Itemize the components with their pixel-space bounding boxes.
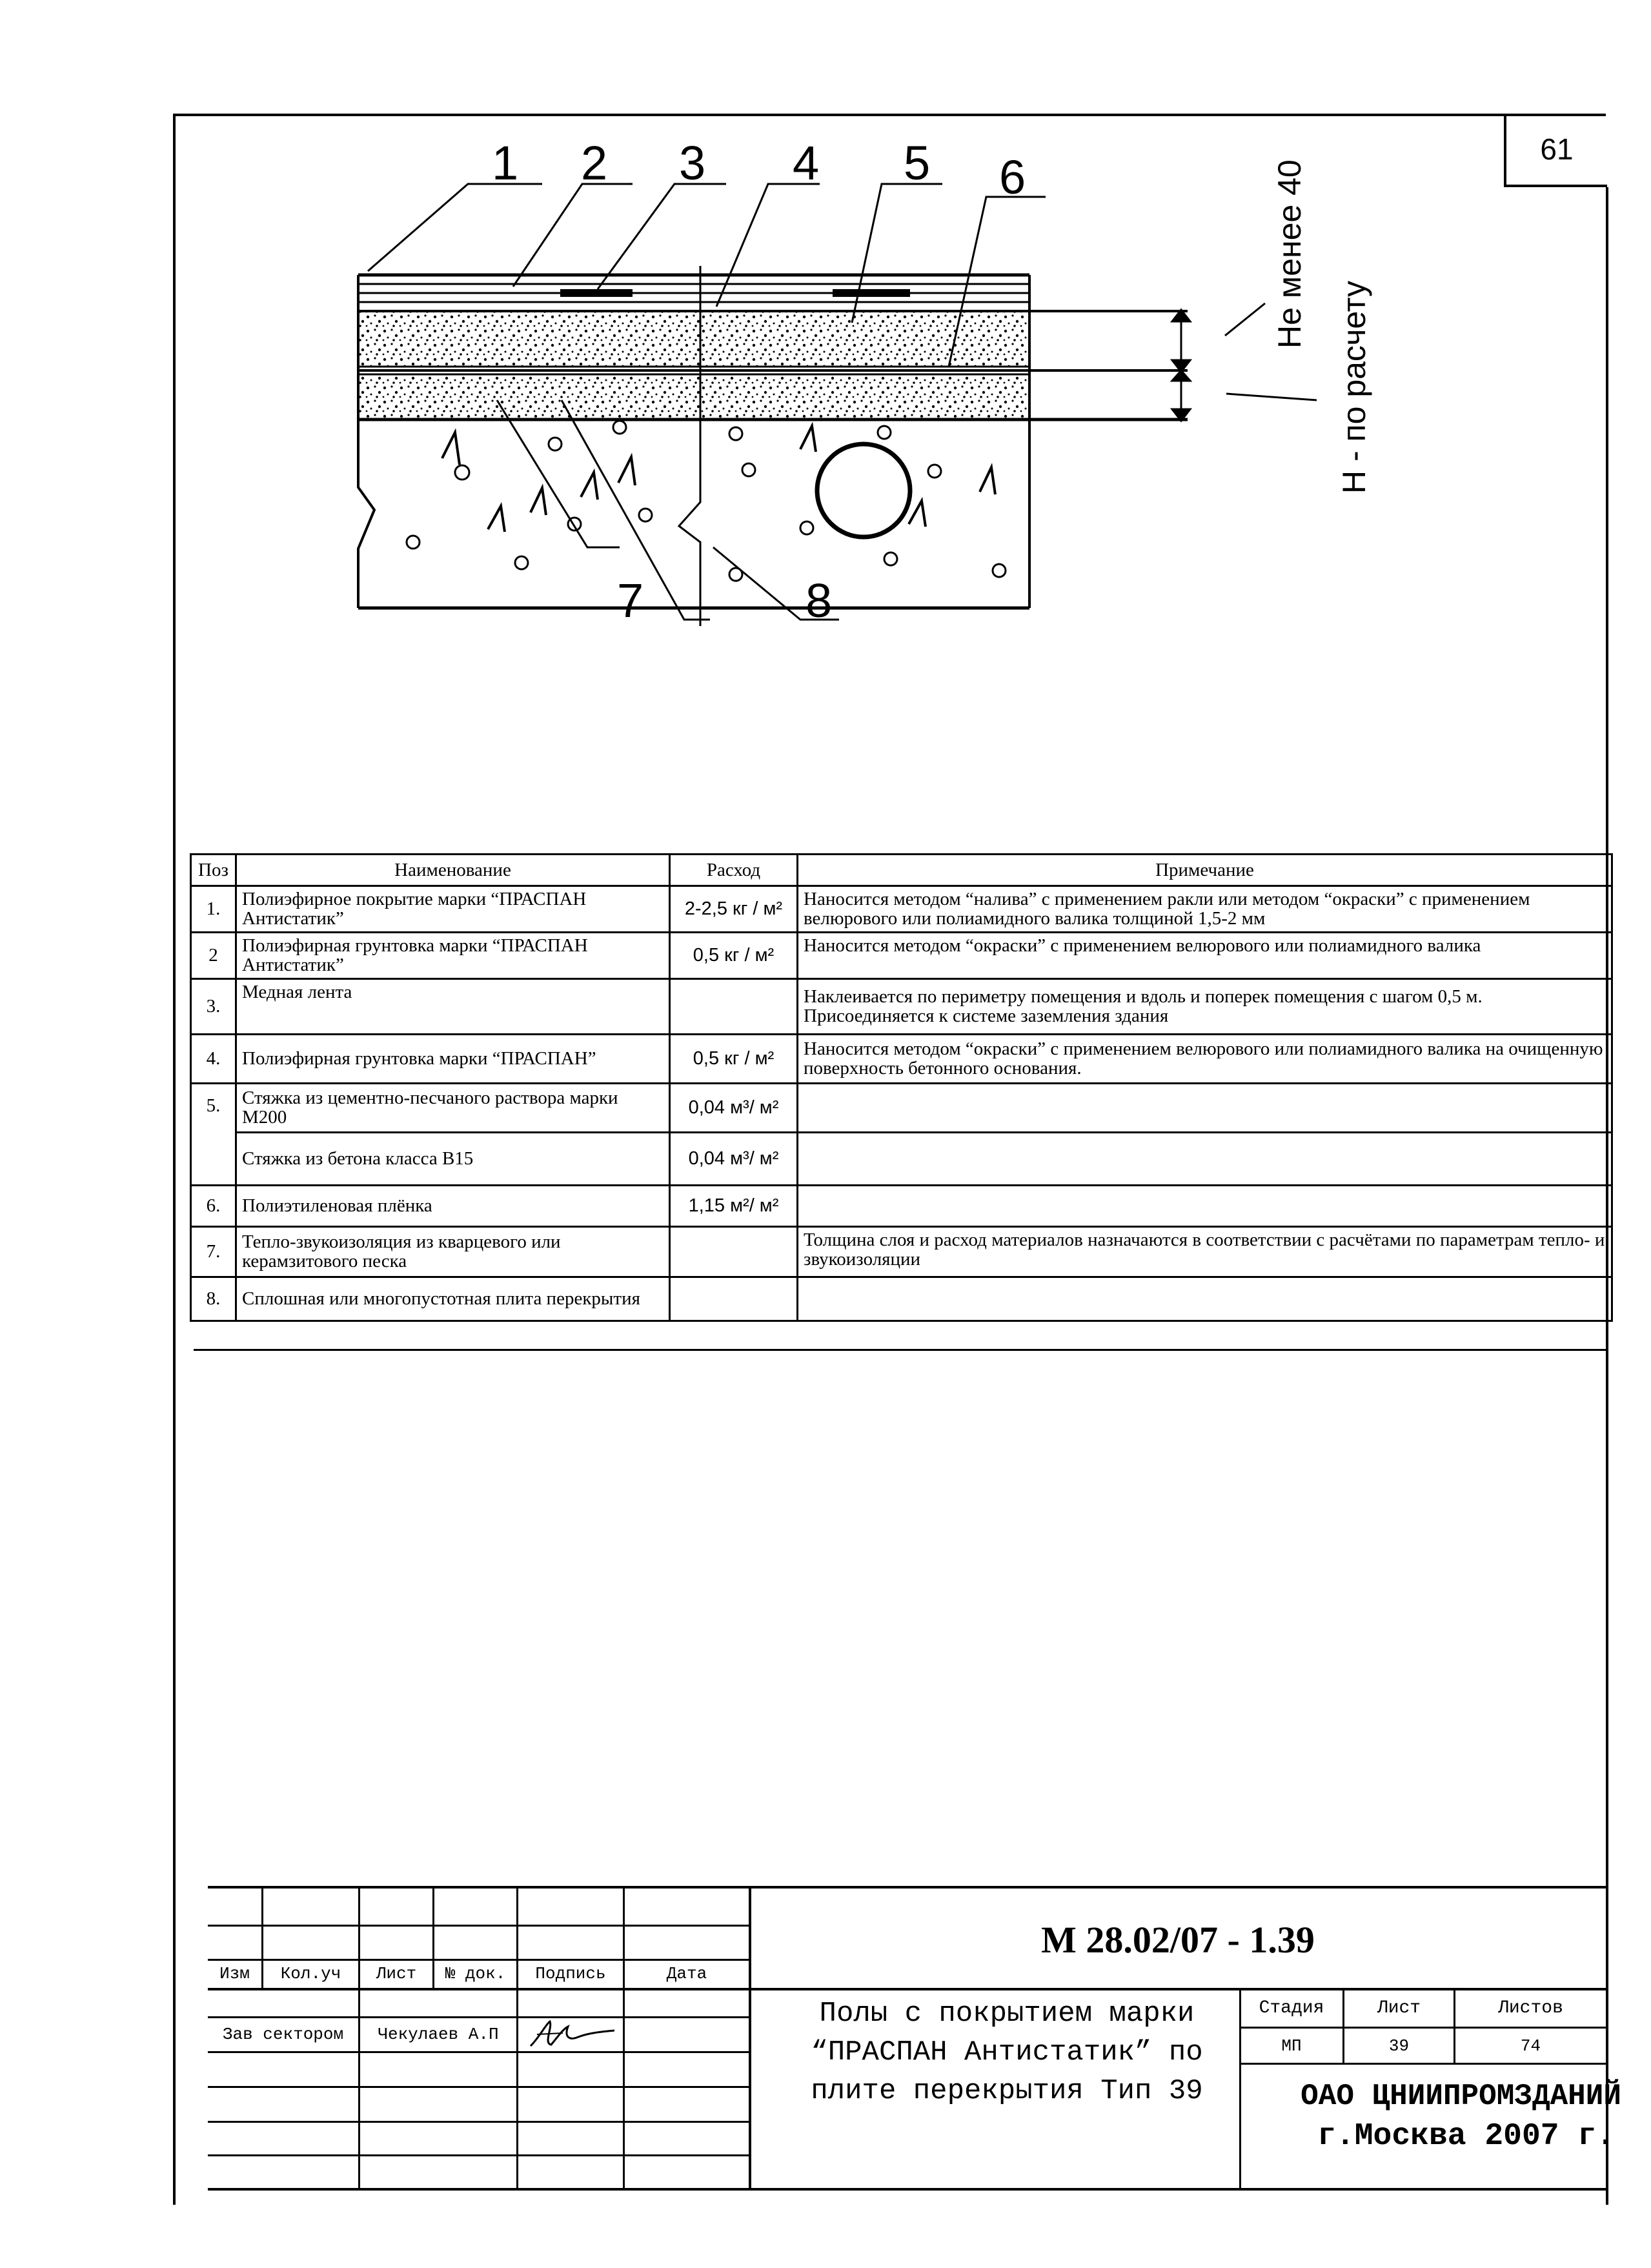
title-block-top-rule — [208, 1886, 1606, 1888]
col-list: Лист — [376, 1964, 417, 1983]
row-note: Наносится методом “налива” с применением ракли или методом “окраски” с применением велюрового или полиамидного валика толщиной 1,5-2 мм — [798, 886, 1612, 933]
person-name: Чекулаев А.П — [378, 2024, 499, 2044]
header-pos: Поз — [191, 855, 236, 886]
row-rate: 0,04 м³/ м² — [670, 1083, 798, 1132]
row-pos: 7. — [191, 1226, 236, 1277]
row-note — [798, 1132, 1612, 1185]
drawing-title-line-1: Полы с покрытием марки — [819, 1998, 1195, 2030]
row-rate — [670, 978, 798, 1034]
table-row — [191, 1034, 1612, 1083]
stage-value: МП — [1281, 2036, 1302, 2056]
row-name: Медная лента — [236, 978, 670, 1034]
row-pos: 6. — [191, 1185, 236, 1226]
row-note — [798, 1277, 1612, 1321]
row-name: Полиэфирная грунтовка марки “ПРАСПАН” — [236, 1034, 670, 1083]
sheet-number: 61 — [1504, 114, 1607, 187]
drawing-title-line-3: плите перекрытия Тип 39 — [811, 2075, 1203, 2107]
document-code: М 28.02/07 - 1.39 — [1041, 1918, 1315, 1961]
callout-6: 6 — [999, 150, 1026, 204]
row-pos: 8. — [191, 1277, 236, 1321]
row-name: Полиэфирная грунтовка марки “ПРАСПАН Антистатик” — [236, 932, 670, 978]
specification-table — [190, 853, 1611, 1322]
row-name: Сплошная или многопустотная плита перекрытия — [236, 1277, 670, 1321]
table-header-row — [191, 855, 1612, 886]
row-note: Наносится методом “окраски” с применением велюрового или полиамидного валика — [798, 932, 1612, 978]
col-izm: Изм — [219, 1964, 250, 1983]
row-rate — [670, 1226, 798, 1277]
dimension-h-by-calculation: Н - по расчету — [1336, 280, 1372, 494]
row-rate: 0,5 кг / м² — [670, 932, 798, 978]
sheet-header: Лист — [1377, 1998, 1421, 2018]
row-rate: 0,5 кг / м² — [670, 1034, 798, 1083]
table-row — [191, 932, 1612, 978]
sheet-value: 39 — [1388, 2036, 1410, 2056]
organization-city-year: г.Москва 2007 г. — [1317, 2119, 1615, 2154]
floor-cross-section-diagram — [349, 129, 1446, 658]
callout-3: 3 — [679, 136, 706, 190]
sheets-header: Листов — [1498, 1998, 1563, 2018]
row-pos: 5. — [191, 1083, 236, 1185]
row-name: Стяжка из бетона класса В15 — [236, 1132, 670, 1185]
col-kol-uch: Кол.уч — [280, 1964, 341, 1983]
table-row — [191, 886, 1612, 933]
row-name: Стяжка из цементно-песчаного раствора марки М200 — [236, 1083, 670, 1132]
row-pos: 2 — [191, 932, 236, 978]
callout-4: 4 — [793, 136, 820, 190]
row-note: Наклеивается по периметру помещения и вдоль и поперек помещения с шагом 0,5 м. Присоединяется к системе заземления здания — [798, 978, 1612, 1034]
drawing-title — [762, 1994, 1252, 2143]
row-note — [798, 1185, 1612, 1226]
row-rate: 2-2,5 кг / м² — [670, 886, 798, 933]
row-note: Наносится методом “окраски” с применением велюрового или полиамидного валика на очищенную поверхность бетонного основания. — [798, 1034, 1612, 1083]
dimension-min-40: Не менее 40 — [1271, 159, 1308, 349]
header-rate: Расход — [670, 855, 798, 886]
row-note: Толщина слоя и расход материалов назначаются в соответствии с расчётами по параметрам тепло- и звукоизоляции — [798, 1226, 1612, 1277]
row-name: Полиэтиленовая плёнка — [236, 1185, 670, 1226]
row-pos: 1. — [191, 886, 236, 933]
callout-2: 2 — [581, 136, 608, 190]
row-name: Полиэфирное покрытие марки “ПРАСПАН Антистатик” — [236, 886, 670, 933]
stage-header: Стадия — [1259, 1998, 1324, 2018]
header-note: Примечание — [798, 855, 1612, 886]
callout-5: 5 — [904, 136, 931, 190]
row-name: Тепло-звукоизоляция из кварцевого или керамзитового песка — [236, 1226, 670, 1277]
table-row — [191, 1083, 1612, 1132]
organization-name: ОАО ЦНИИПРОМЗДАНИЙ — [1301, 2080, 1621, 2113]
col-date: Дата — [666, 1964, 707, 1983]
row-pos: 3. — [191, 978, 236, 1034]
role-label: Зав сектором — [222, 2024, 344, 2044]
callout-7: 7 — [617, 574, 644, 627]
callout-8: 8 — [805, 574, 833, 627]
table-row — [191, 1277, 1612, 1321]
drawing-title-line-2: “ПРАСПАН Антистатик” по — [811, 2036, 1203, 2069]
handwritten-signature — [524, 2018, 621, 2051]
table-row — [191, 1132, 1612, 1185]
header-name: Наименование — [236, 855, 670, 886]
row-rate: 1,15 м²/ м² — [670, 1185, 798, 1226]
table-row — [191, 978, 1612, 1034]
row-rate — [670, 1277, 798, 1321]
table-row — [191, 1185, 1612, 1226]
table-bottom-rule — [194, 1349, 1608, 1351]
row-note — [798, 1083, 1612, 1132]
row-pos: 4. — [191, 1034, 236, 1083]
callout-1: 1 — [492, 136, 519, 190]
col-signature: Подпись — [535, 1964, 606, 1983]
row-rate: 0,04 м³/ м² — [670, 1132, 798, 1185]
table-row — [191, 1226, 1612, 1277]
sheets-value: 74 — [1520, 2036, 1541, 2056]
col-doc-no: № док. — [445, 1964, 506, 1983]
